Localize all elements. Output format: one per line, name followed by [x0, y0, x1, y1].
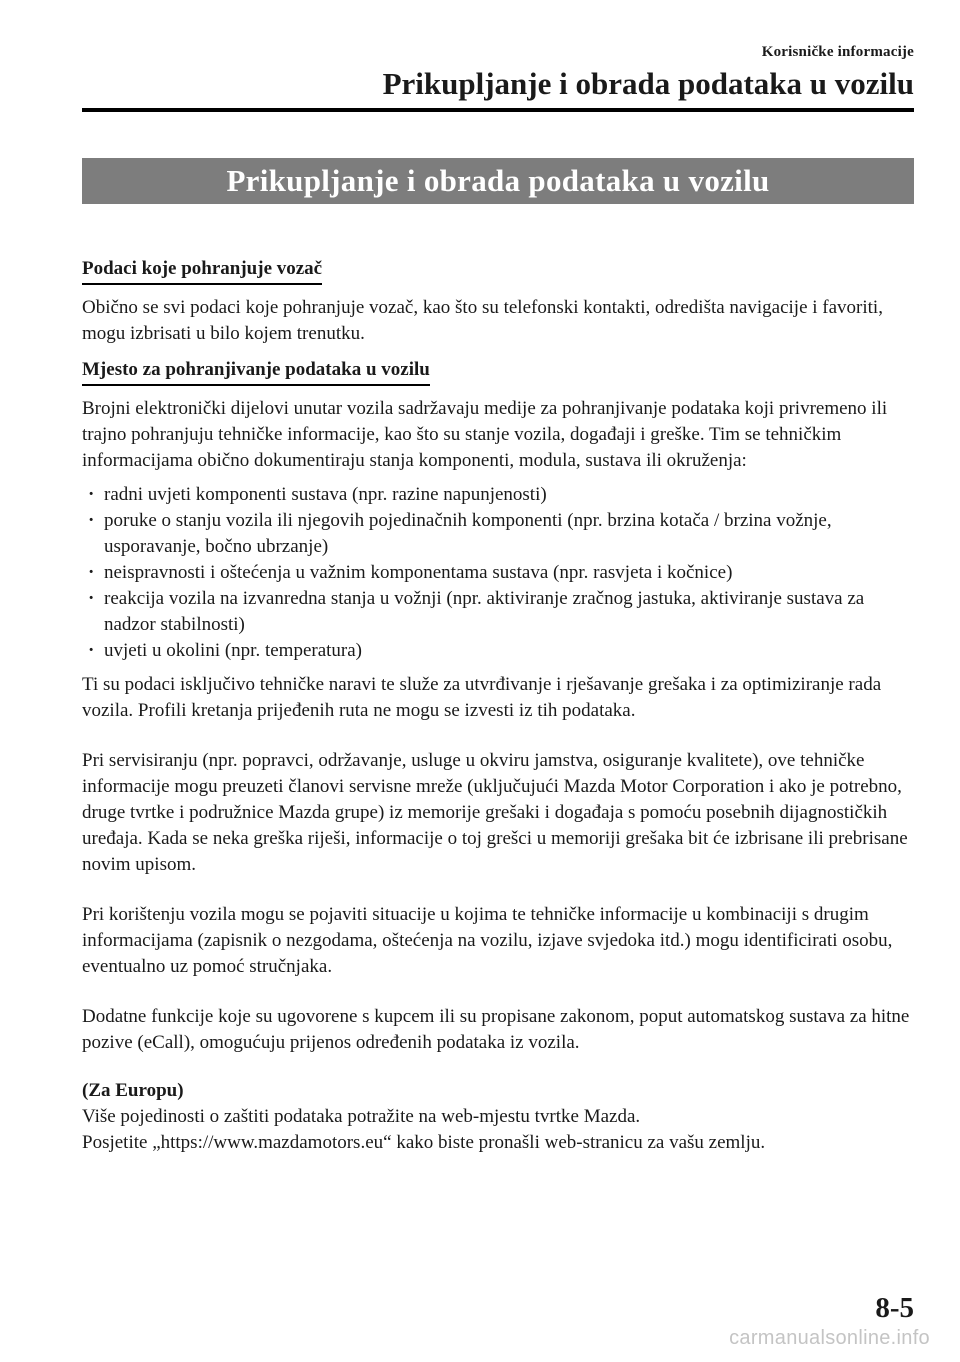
paragraph: Dodatne funkcije koje su ugovorene s kupcem ili su propisane zakonom, poput automatskog sustava za hitne pozive (eCall), omogućuju prijenos određenih podataka iz vozila.	[82, 1006, 910, 1053]
bullet-dot: ·	[88, 484, 95, 505]
banner-title: Prikupljanje i obrada podataka u vozilu	[226, 163, 770, 198]
europe-line: Posjetite „https://www.mazdamotors.eu“ kako biste pronašli web-stranicu za vašu zemlju.	[82, 1132, 766, 1153]
list-item	[82, 560, 914, 586]
europe-label: (Za Europu)	[82, 1080, 184, 1101]
list-item	[82, 638, 914, 664]
list-item-text: uvjeti u okolini (npr. temperatura)	[104, 640, 363, 661]
bullet-dot: ·	[88, 640, 95, 661]
bullet-list	[82, 482, 914, 664]
subsection-driver-data	[82, 256, 914, 347]
bullet-dot: ·	[88, 510, 95, 531]
bullet-dot: ·	[88, 562, 95, 583]
paragraph: Obično se svi podaci koje pohranjuje vozač, kao što su telefonski kontakti, odredišta navigacije i favoriti, mogu izbrisati u bilo kojem trenutku.	[82, 297, 883, 344]
header-divider	[82, 108, 914, 112]
list-item-text: radni uvjeti komponenti sustava (npr. razine napunjenosti)	[104, 484, 547, 505]
paragraph: Ti su podaci isključivo tehničke naravi te služe za utvrđivanje i rješavanje grešaka i za optimiziranje rada vozila. Profili kretanja prijeđenih ruta ne mogu se izvesti iz tih podataka.	[82, 674, 882, 721]
subheading: Mjesto za pohranjivanje podataka u vozilu	[82, 357, 430, 386]
list-item	[82, 586, 914, 638]
section-label: Korisničke informacije	[761, 44, 914, 60]
paragraph: Pri korištenju vozila mogu se pojaviti situacije u kojima te tehničke informacije u kombinaciji s drugim informacijama (zapisnik o nezgodama, oštećenja na vozilu, izjave svjedoka itd.) mogu identificirati osobu, eventualno uz pomoć stručnjaka.	[82, 904, 893, 977]
list-item-text: reakcija vozila na izvanredna stanja u vožnji (npr. aktiviranje zračnog jastuka, aktiviranje sustava za nadzor stabilnosti)	[104, 588, 865, 635]
paragraph: Pri servisiranju (npr. popravci, održavanje, usluge u okviru jamstva, osiguranje kvalitete), ove tehničke informacije mogu preuzeti članovi servisne mreže (uključujući Mazda Motor Corporation i ako je potrebno, druge tvrtke i podružnice Mazda grupe) iz memorije grešaki i događaja s pomoću posebnih dijagnostičkih uređaja. Kada se neka greška riješi, informacije o toj grešci u memoriji grešaka bit će izbrisane ili prebrisane novim upisom.	[82, 750, 908, 875]
running-header	[383, 44, 914, 101]
list-item	[82, 482, 914, 508]
list-item-text: poruke o stanju vozila ili njegovih pojedinačnih komponenti (npr. brzina kotača / brzina vožnje, usporavanje, bočno ubrzanje)	[104, 510, 832, 557]
list-item-text: neispravnosti i oštećenja u važnim komponentama sustava (npr. rasvjeta i kočnice)	[104, 562, 733, 583]
bullet-dot: ·	[88, 588, 95, 609]
page-number: 8-5	[875, 1292, 914, 1324]
watermark-text: carmanualsonline.info	[729, 1327, 930, 1349]
chapter-banner	[82, 158, 914, 204]
header-title: Prikupljanje i obrada podataka u vozilu	[382, 66, 914, 101]
subheading: Podaci koje pohranjuje vozač	[82, 256, 322, 285]
europe-line: Više pojedinosti o zaštiti podataka potražite na web-mjestu tvrtke Mazda.	[82, 1106, 641, 1127]
list-item	[82, 508, 914, 560]
subsection-storage-location	[82, 357, 914, 664]
paragraph: Brojni elektronički dijelovi unutar vozila sadržavaju medije za pohranjivanje podataka koji privremeno ili trajno pohranjuju tehničke informacije, kao što su stanje vozila, događaji i greške. Tim se tehničkim informacijama obično dokumentiraju stanja komponenti, modula, sustava ili okruženja:	[82, 398, 888, 471]
page-content	[82, 256, 914, 1156]
europe-note	[82, 1078, 914, 1156]
